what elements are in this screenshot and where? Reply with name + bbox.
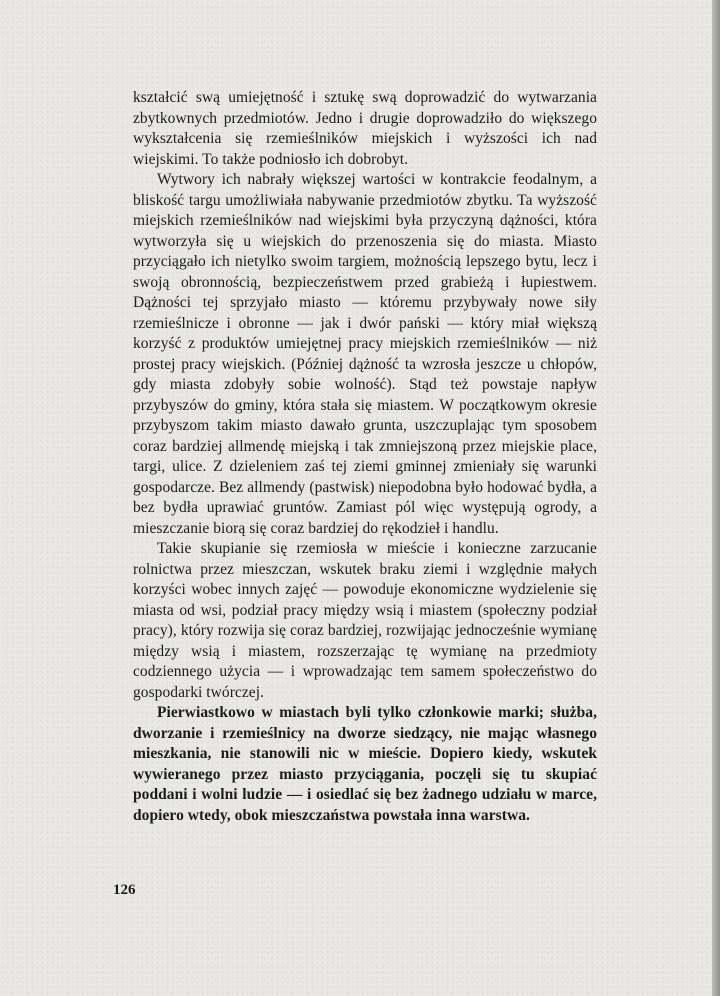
paragraph-4: Pierwiastkowo w miastach byli tylko członkowie marki; służba, dworzanie i rzemieślnicy na dworze siedzący, nie mając własnego mieszkania, nie stanowili nic w mieście. Dopiero kiedy, wskutek wywieranego przez miasto przyciągania, poczęli się tu skupiać poddani i wolni ludzie — i osiedlać się bez żadnego udziału w marce, dopiero wtedy, obok mieszczaństwa powstała inna warstwa. xyxy=(133,704,597,824)
scan-edge xyxy=(712,0,720,996)
page-text xyxy=(133,88,597,826)
paragraph-2: Wytwory ich nabrały większej wartości w kontrakcie feodalnym, a bliskość targu umożliwiała nabywanie przedmiotów zbytku. Ta wyższość miejskich rzemieślników nad wiejskimi była przyczyną dążności, która wytworzyła się u wiejskich do przenoszenia się do miasta. Miasto przyciągało ich nietylko swoim targiem, możnością lepszego bytu, lecz i swoją obronnością, bezpieczeństwem przed grabieżą i łupiestwem. Dążności tej sprzyjało miasto — któremu przybywały nowe siły rzemieślnicze i obronne — jak i dwór pański — który miał większą korzyść z produktów umiejętnej pracy miejskich rzemieślników — niż prostej pracy wiejskich. (Później dążność ta wzrosła jeszcze u chłopów, gdy miasta zdobyły sobie wolność). Stąd też powstaje napływ przybyszów do gminy, która stała się miastem. W początkowym okresie przybyszom takim miasto dawało grunta, uszczuplając tym sposobem coraz bardziej allmendę miejską i tak zmniejszoną przez miejskie place, targi, ulice. Z dzieleniem zaś tej ziemi gminnej zmieniały się warunki gospodarcze. Bez allmendy (pastwisk) niepodobna było hodować bydła, a bez bydła uprawiać gruntów. Zamiast pól więc występują ogrody, a mieszczanie biorą się coraz bardziej do rękodzieł i handlu. xyxy=(133,171,597,537)
paragraph-3: Takie skupianie się rzemiosła w mieście i konieczne zarzucanie rolnictwa przez mieszczan, wskutek braku ziemi i względnie małych korzyści wobec innych zajęć — powoduje ekonomiczne wydzielenie się miasta od wsi, podział pracy między wsią i miastem (społeczny podział pracy), który rozwija się coraz bardziej, rozwijając jednocześnie wymianę między wsią i miastem, rozszerzając tę wymianę na przedmioty codziennego użycia — i wprowadzając tem samem społeczeństwo do gospodarki twórczej. xyxy=(133,540,597,701)
paragraph-1: kształcić swą umiejętność i sztukę swą doprowadzić do wytwarzania zbytkownych przedmiotów. Jedno i drugie doprowadziło do większego wykształcenia się rzemieślników miejskich i wyższości ich nad wiejskimi. To także podniosło ich dobrobyt. xyxy=(133,89,597,168)
page-number: 126 xyxy=(113,882,136,898)
